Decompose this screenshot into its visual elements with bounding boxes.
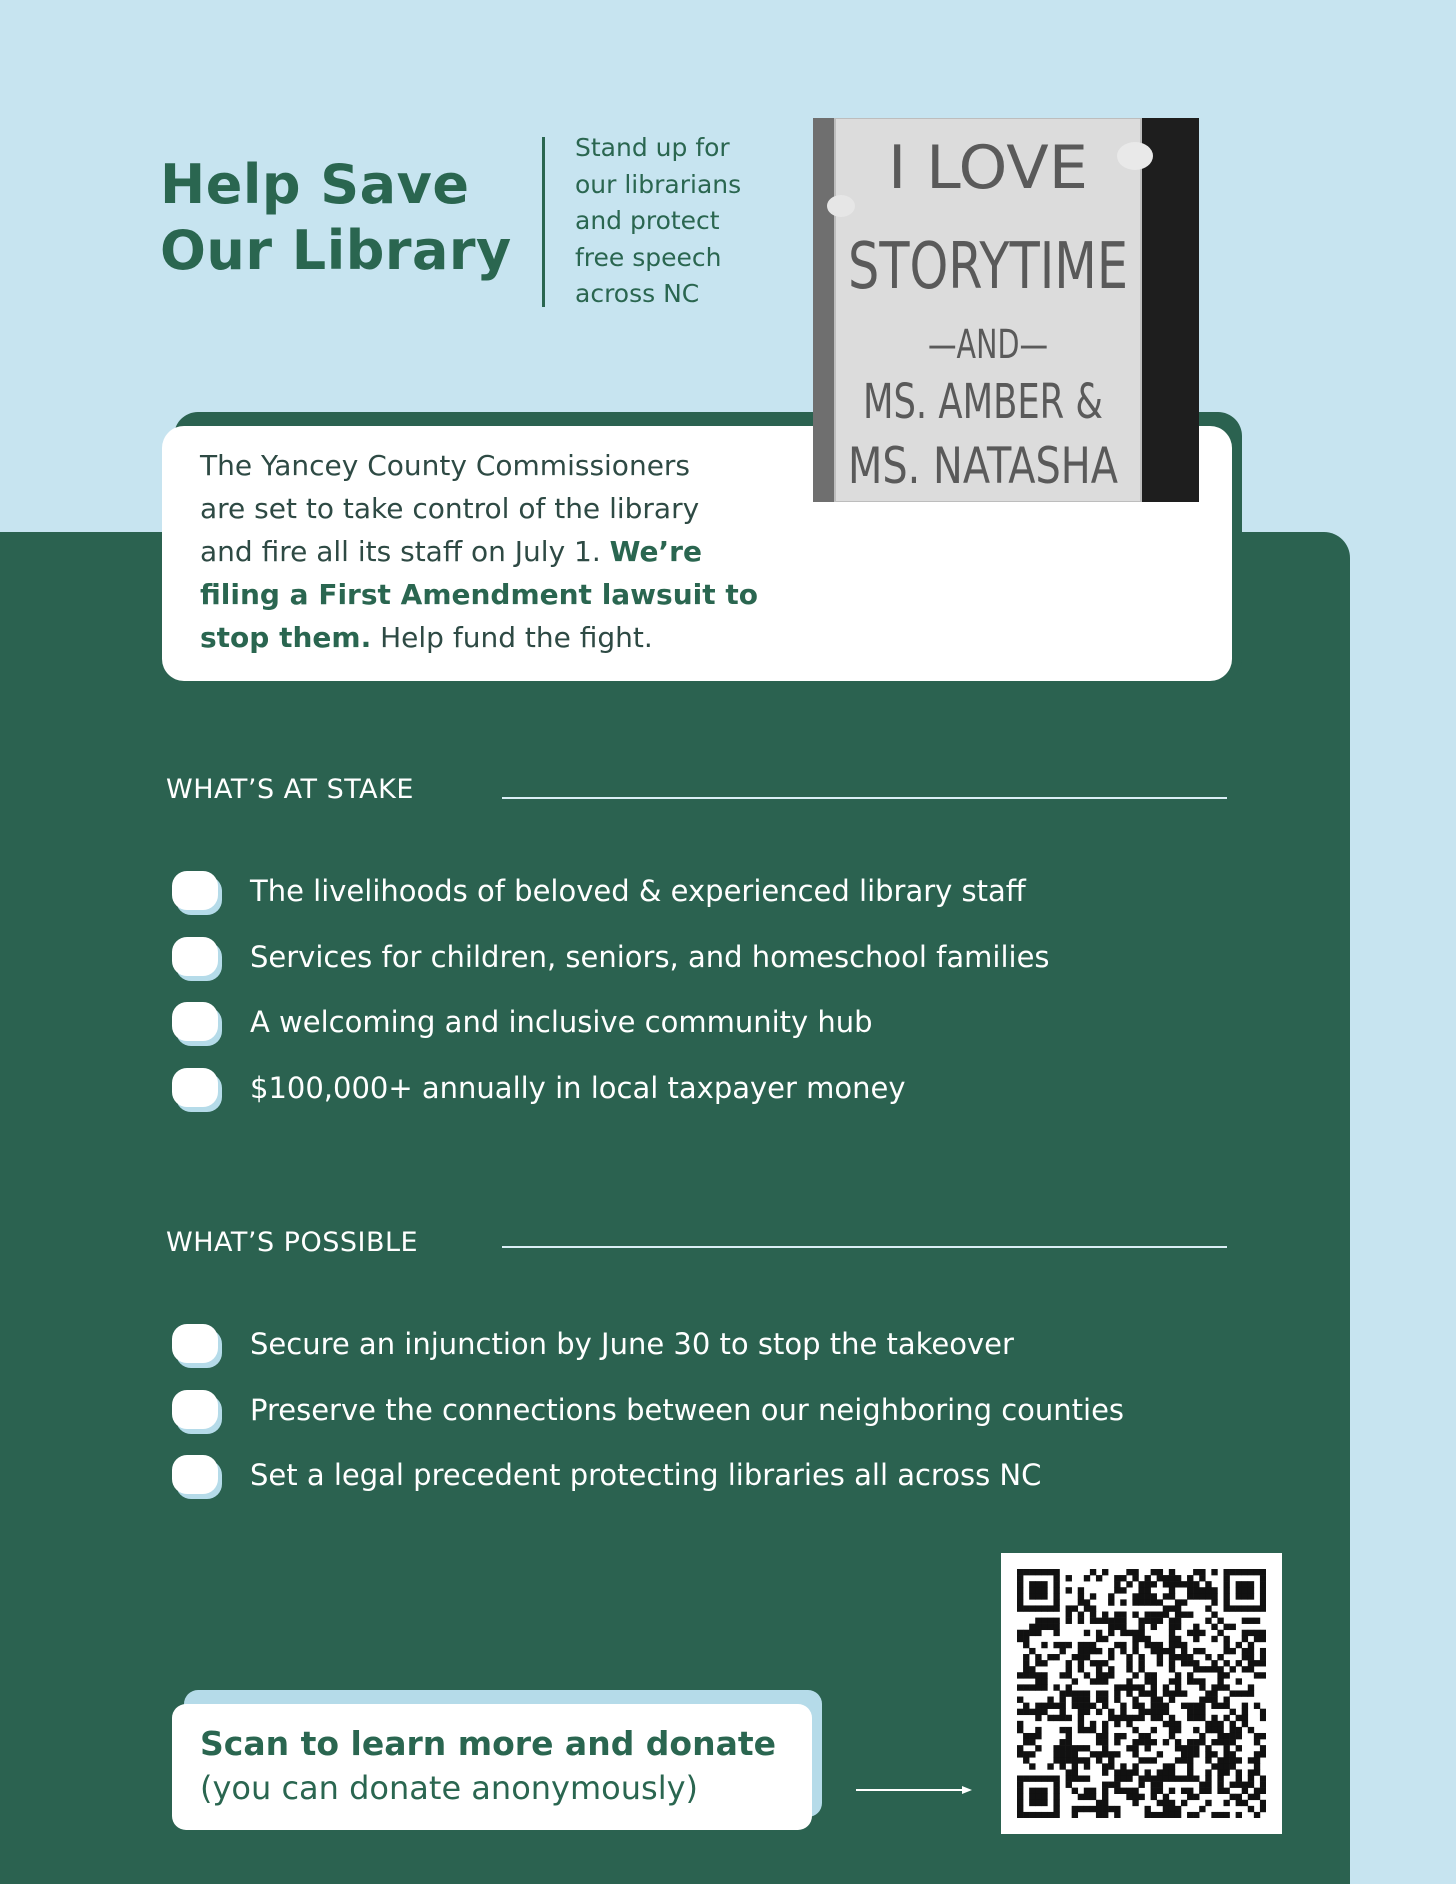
possible-item [172,1390,1192,1434]
title-divider [542,137,545,307]
protest-sign-photo [813,118,1199,502]
stake-item [172,937,1192,981]
title-line-2: Our Library [160,219,512,282]
intro-text [200,444,800,659]
checkbox-icon [172,871,222,915]
intro-line-4-bold: filing a First Amendment lawsuit to [200,578,759,611]
donate-qr-code[interactable] [1001,1553,1282,1834]
possible-item [172,1455,1192,1499]
tagline-line-3: and protect [575,206,720,235]
title-line-1: Help Save [160,153,470,216]
tagline-line-5: across NC [575,279,700,308]
intro-line-4 [200,573,800,616]
checkbox-icon [172,1390,222,1434]
stake-item-text: $100,000+ annually in local taxpayer money [250,1071,906,1105]
checkbox-icon [172,937,222,981]
stake-item [172,871,1192,915]
sign-line-3: —AND— [928,322,1048,368]
tagline-line-4: free speech [575,242,722,272]
sign-line-5: MS. NATASHA [848,437,1118,495]
intro-line-3 [200,530,800,573]
possible-item-text: Secure an injunction by June 30 to stop the takeover [250,1327,1014,1361]
stake-rule [502,797,1227,799]
possible-heading: WHAT’S POSSIBLE [166,1227,419,1258]
sign-line-1: I LOVE [888,133,1088,203]
qr-code-icon [1017,1569,1266,1818]
cta-main-text: Scan to learn more and donate [200,1724,777,1763]
checkbox-icon [172,1068,222,1112]
checkbox-icon [172,1002,222,1046]
stake-item [172,1068,1192,1112]
tagline [575,130,741,313]
cta-sub-text: (you can donate anonymously) [200,1769,698,1807]
tagline-line-2: our librarians [575,169,742,199]
intro-line-5-plain: Help fund the fight. [371,621,653,654]
intro-line-3-plain: and fire all its staff on July 1. [200,535,610,568]
stake-item-text: The livelihoods of beloved & experienced library staff [250,874,1026,908]
possible-item-text: Set a legal precedent protecting libraries all across NC [250,1458,1042,1492]
intro-line-3-bold: We’re [609,535,702,568]
intro-line-1: The Yancey County Commissioners [200,449,691,482]
sign-line-4: MS. AMBER & [863,374,1103,430]
intro-line-2: are set to take control of the library [200,492,700,525]
possible-rule [502,1246,1227,1248]
sign-line-2: STORYTIME [848,230,1128,304]
checkbox-icon [172,1455,222,1499]
stake-heading: WHAT’S AT STAKE [166,774,414,805]
intro-line-5 [200,616,800,659]
intro-line-5-bold: stop them. [200,621,372,654]
arrow-right-icon [856,1783,972,1797]
checkbox-icon [172,1324,222,1368]
protest-sign-image [813,118,1199,502]
possible-item [172,1324,1192,1368]
possible-item-text: Preserve the connections between our neighboring counties [250,1393,1125,1427]
page-title [160,152,512,284]
stake-item-text: A welcoming and inclusive community hub [250,1005,873,1039]
stake-item [172,1002,1192,1046]
stake-item-text: Services for children, seniors, and homeschool families [250,940,1050,974]
tagline-line-1: Stand up for [575,133,730,162]
